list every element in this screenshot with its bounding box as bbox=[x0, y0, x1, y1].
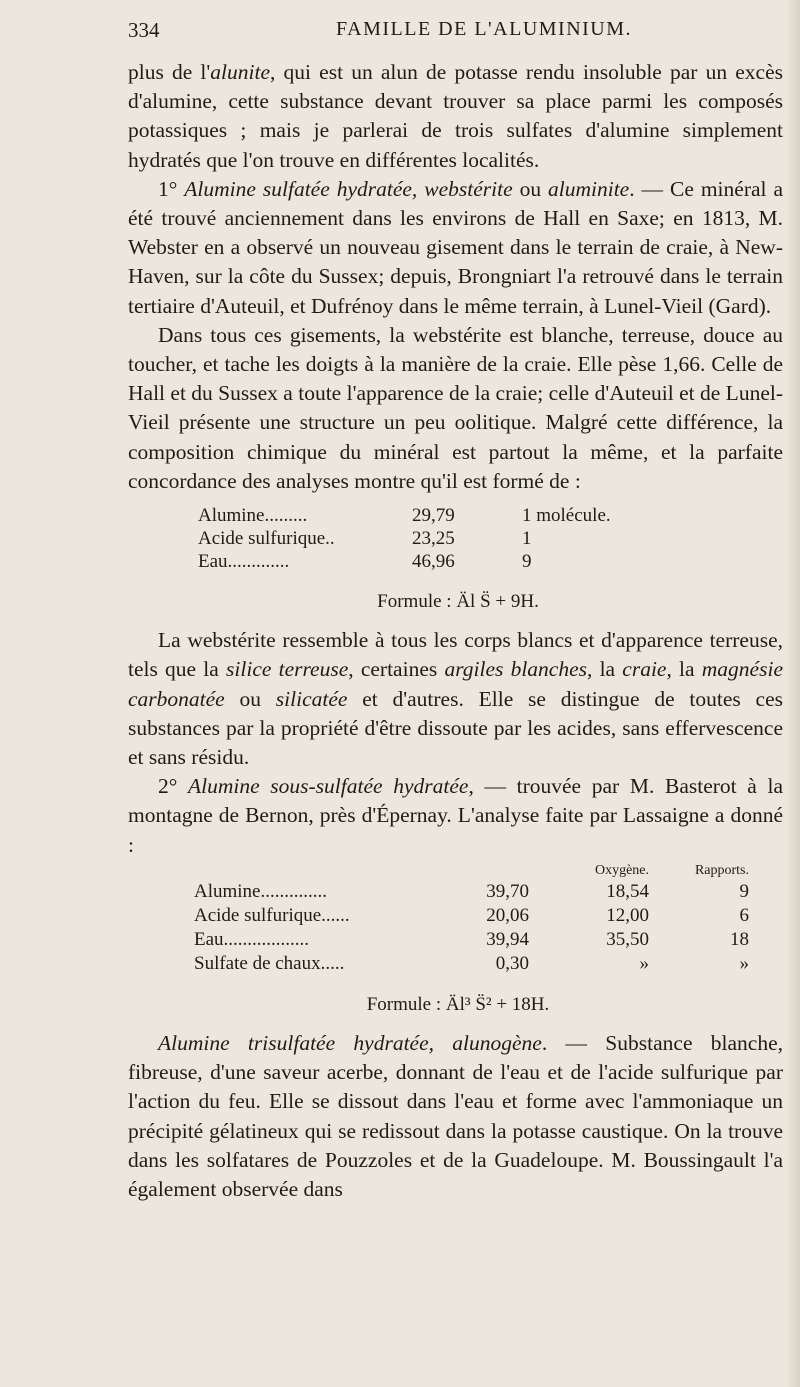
table-row: Eau.................. 39,94 35,50 18 bbox=[194, 928, 749, 950]
page-edge bbox=[786, 0, 800, 1387]
paragraph-alunite: plus de l'alunite, qui est un alun de potasse rendu insoluble par un excès d'alumine, cette substance devant trouver sa place parmi les composés potassiques ; mais je parlerai de trois sulfates d'alumine simplement hydratés que l'on trouve en différentes localités. bbox=[128, 60, 783, 172]
table-row: Eau............. 46,96 9 bbox=[198, 551, 532, 573]
paragraph-resemblance: La webstérite ressemble à tous les corps blancs et d'apparence terreuse, tels que la silice terreuse, certaines argiles blanches, la craie, la magnésie carbonatée ou silicatée et d'autres. Elle se distingue de toutes ces substances par la propriété d'être dissoute par les acides, sans effervescence et sans résidu. bbox=[128, 628, 783, 770]
table-header: Oxygène. Rapports. bbox=[594, 862, 749, 878]
page-number: 334 bbox=[128, 18, 160, 42]
running-title: FAMILLE DE L'ALUMINIUM. bbox=[336, 18, 633, 40]
paragraph-websterite: 1° Alumine sulfatée hydratée, webstérite ou aluminite. — Ce minéral a été trouvé anciennement dans les environs de Hall en Saxe; en 1813, M. Webster en a observé un nouveau gisement dans le terrain de craie, à New-Haven, sur la côte du Sussex; depuis, Brongniart l'a retrouvé dans le terrain tertiaire d'Auteuil, et Dufrénoy dans le même terrain, à Lunel-Vieil (Gard). bbox=[128, 176, 783, 318]
table-row: Alumine......... 29,79 1 molécule. bbox=[198, 505, 611, 527]
table-row: Acide sulfurique...... 20,06 12,00 6 bbox=[194, 904, 749, 926]
table-row: Acide sulfurique.. 23,25 1 bbox=[198, 528, 532, 550]
paragraph-description: Dans tous ces gisements, la webstérite est blanche, terreuse, douce au toucher, et tache les doigts à la manière de la craie. Elle pèse 1,66. Celle de Hall et du Sussex a toute l'apparence de la craie; celle d'Auteuil et de Lunel-Vieil présente une structure un peu oolitique. Malgré cette différence, la composition chimique du minéral est partout la même, et la parfaite concordance des analyses montre qu'il est formé de : bbox=[128, 322, 783, 493]
formula-2: Formule : Äl³ S̈² + 18H. bbox=[366, 993, 550, 1015]
analysis-table-1 bbox=[198, 504, 783, 573]
page-body bbox=[128, 58, 783, 1204]
paragraph-sous-sulfatee: 2° Alumine sous-sulfatée hydratée, — trouvée par M. Basterot à la montagne de Bernon, près d'Épernay. L'analyse faite par Lassaigne a donné : bbox=[128, 774, 783, 857]
paragraph-alunogene: Alumine trisulfatée hydratée, alunogène. — Substance blanche, fibreuse, d'une saveur acerbe, donnant de l'eau et de l'acide sulfurique par l'action du feu. Elle se dissout dans l'eau et forme avec l'ammoniaque un précipité gélatineux qui se redissout dans la potasse caustique. On la trouve dans les solfatares de Pouzzoles et de la Guadeloupe. M. Boussingault l'a également observée dans bbox=[128, 1031, 783, 1202]
formula-1: Formule : Äl S̈ + 9H. bbox=[377, 591, 539, 613]
table-row: Alumine.............. 39,70 18,54 9 bbox=[194, 880, 749, 902]
table-row: Sulfate de chaux..... 0,30 » » bbox=[194, 952, 749, 974]
page-header bbox=[128, 18, 768, 48]
analysis-table-2 bbox=[194, 862, 783, 976]
